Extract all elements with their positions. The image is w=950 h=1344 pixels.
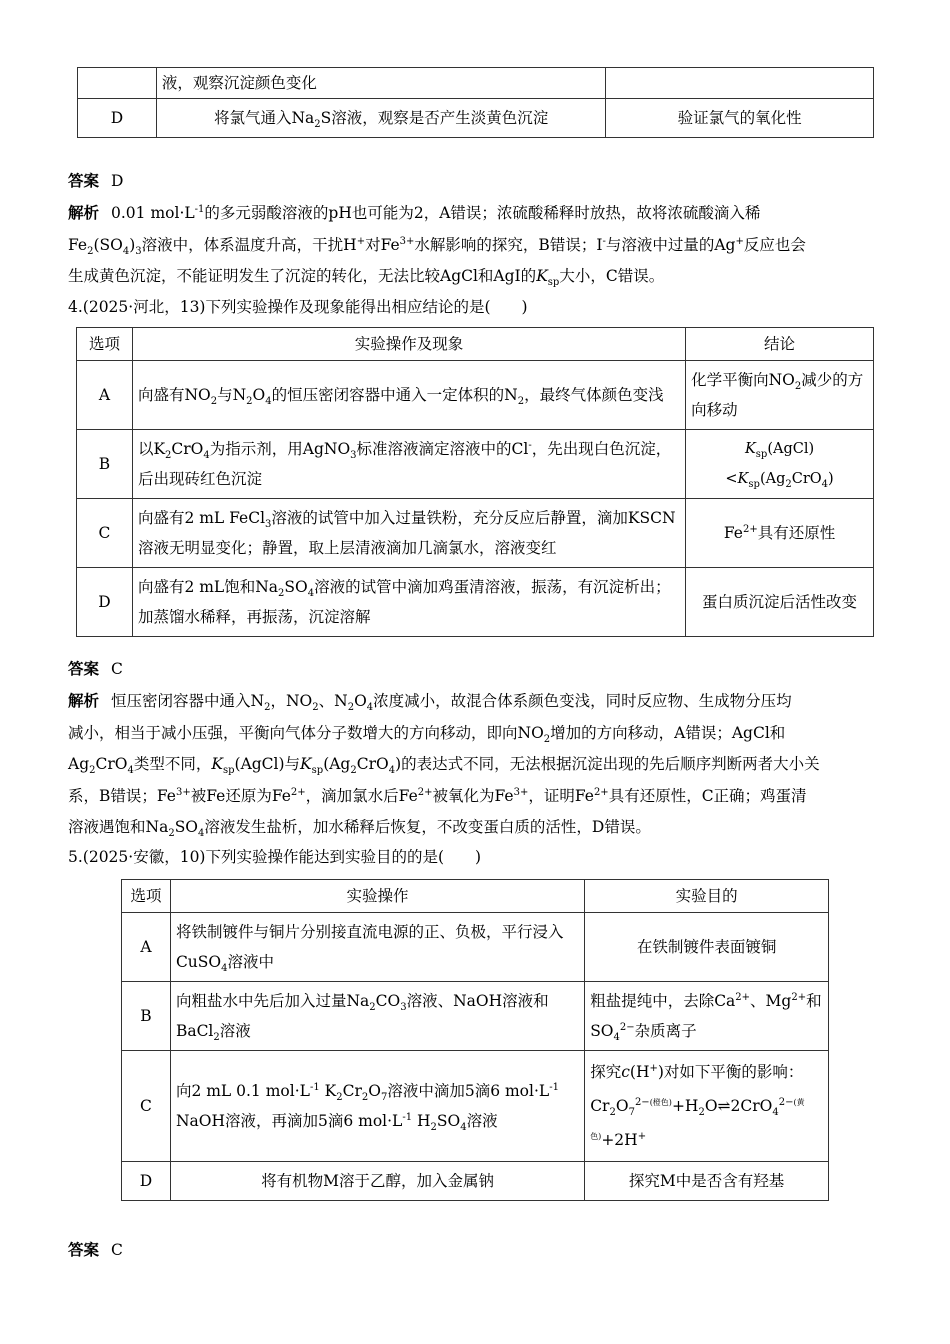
operation-cell: 液，观察沉淀颜色变化 [156,68,605,99]
header-cell: 实验目的 [585,880,829,913]
answer-value: C [111,660,123,678]
q5-answer [68,1235,884,1267]
option-cell: B [122,982,171,1051]
option-cell: B [77,430,133,499]
header-cell: 选项 [77,328,133,361]
operation-cell: 向盛有2 mL FeCl$_3$溶液的试管中加入过量铁粉，充分反应后静置，滴加KSCN溶液无明显变化；静置，取上层清液滴加几滴氯水，溶液变红 [132,499,685,568]
table-row [122,1051,829,1162]
option-cell: C [122,1051,171,1162]
conclusion-cell: 蛋白质沉淀后活性改变 [686,568,874,637]
q3-answer [68,166,884,198]
option-cell [78,68,157,99]
analysis-label: 解析 [68,692,100,710]
analysis-line: 系，B错误；$Fe^{3+}$被Fe还原为$Fe^{2+}$，滴加氯水后$Fe^{2+}$被氧化为$Fe^{3+}$，证明$Fe^{2+}$具有还原性，C正确；鸡蛋清 [68,786,807,805]
answer-value: C [111,1241,123,1259]
analysis-label: 解析 [68,204,100,222]
q3-analysis [68,198,884,293]
purpose-cell: 验证氯气的氧化性 [606,99,874,138]
operation-cell: 将铁制镀件与铜片分别接直流电源的正、负极，平行浸入CuSO$_4$溶液中 [170,913,584,982]
table-row [78,68,874,99]
operation-cell: 向盛有2 mL饱和$Na_2SO_4$溶液的试管中滴加鸡蛋清溶液，振荡，有沉淀析出；加蒸馏水稀释，再振荡，沉淀溶解 [132,568,685,637]
operation-cell: 向粗盐水中先后加入过量$Na_2CO_3$溶液、NaOH溶液和BaCl$_2$溶液 [170,982,584,1051]
operation-cell: 向2 mL 0.1 $mol\cdot L^{-1}$ $K_2Cr_2O_7$溶液中滴加5滴6 $mol\cdot L^{-1}$ NaOH溶液，再滴加5滴6 $mol\cdot L^{-1}$ $H_2SO_4$溶液 [170,1051,584,1162]
q4-answer [68,654,884,686]
table-row [77,499,874,568]
conclusion-cell: $K_{sp}(AgCl)<K_{sp}(Ag_2CrO_4)$ [686,430,874,499]
table-q4 [76,327,874,637]
operation-cell: 向盛有$NO_2$与$N_2O_4$的恒压密闭容器中通入一定体积的$N_2$，最终气体颜色变浅 [132,361,685,430]
q5-title: 5.(2025·安徽，10)下列实验操作能达到实验目的的是( ) [68,848,482,866]
operation-cell: 将氯气通入$Na_2S$溶液，观察是否产生淡黄色沉淀 [156,99,605,138]
option-cell: D [77,568,133,637]
header-cell: 实验操作及现象 [132,328,685,361]
header-cell: 实验操作 [170,880,584,913]
answer-label: 答案 [68,1241,100,1259]
operation-cell: 将有机物M溶于乙醇，加入金属钠 [170,1162,584,1201]
analysis-line: 减小，相当于减小压强，平衡向气体分子数增大的方向移动，即向$NO_2$增加的方向移动，A错误；AgCl和 [68,723,786,745]
operation-cell: 以$K_2CrO_4$为指示剂，用AgNO$_3$标准溶液滴定溶液中的Cl-，先出现白色沉淀，后出现砖红色沉淀 [132,430,685,499]
purpose-cell: 探究M中是否含有羟基 [585,1162,829,1201]
table-row [122,1162,829,1201]
answer-label: 答案 [68,172,100,190]
conclusion-cell: $Fe^{2+}$具有还原性 [686,499,874,568]
analysis-line: 0.01 $mol\cdot L^{-1}$的多元弱酸溶液的pH也可能为2，A错误；浓硫酸稀释时放热，故将浓硫酸滴入稀 [111,203,761,222]
option-cell: A [77,361,133,430]
purpose-cell: 探究c(H+)对如下平衡的影响：$Cr_2O_7^{2-(橙色)}+H_2O\rightleftharpoons 2CrO_4^{2-(黄色)}+2H^+$ [585,1051,829,1162]
option-cell: C [77,499,133,568]
conclusion-cell: 化学平衡向$NO_2$减少的方向移动 [686,361,874,430]
analysis-line: 溶液遇饱和$Na_2SO_4$溶液发生盐析，加水稀释后恢复，不改变蛋白质的活性，D错误。 [68,818,651,840]
analysis-line: 生成黄色沉淀，不能证明发生了沉淀的转化，无法比较AgCl和AgI的$K_{sp}$大小，C错误。 [68,267,665,289]
purpose-cell: 在铁制镀件表面镀铜 [585,913,829,982]
table-row [78,99,874,138]
table-row [77,568,874,637]
table-header-row [77,328,874,361]
purpose-cell [606,68,874,99]
table-row [77,430,874,499]
table-row [122,913,829,982]
table-row [77,361,874,430]
option-cell: A [122,913,171,982]
answer-value: D [111,172,124,190]
q4-analysis [68,686,884,844]
header-cell: 结论 [686,328,874,361]
header-cell: 选项 [122,880,171,913]
analysis-line: 恒压密闭容器中通入$N_2$，$NO_2$、$N_2O_4$浓度减小，故混合体系颜色变浅，同时反应物、生成物分压均 [111,692,792,714]
table-row [122,982,829,1051]
purpose-cell: 粗盐提纯中，去除$Ca^{2+}$、$Mg^{2+}$和$SO_4^{2-}$杂质离子 [585,982,829,1051]
option-cell: D [122,1162,171,1201]
answer-label: 答案 [68,660,100,678]
option-cell: D [78,99,157,138]
table-header-row [122,880,829,913]
q4-title: 4.(2025·河北，13)下列实验操作及现象能得出相应结论的是( ) [68,298,528,316]
analysis-line: $Ag_2CrO_4$类型不同，$K_{sp}(AgCl)$与$K_{sp}(Ag_2CrO_4)$的表达式不同，无法根据沉淀出现的先后顺序判断两者大小关 [68,755,820,777]
analysis-line: $Fe_2(SO_4)_3$溶液中，体系温度升高，干扰H+对$Fe^{3+}$水解影响的探究，B错误；I-与溶液中过量的Ag+反应也会 [68,235,806,257]
table-top [77,67,874,138]
table-q5 [121,879,829,1201]
